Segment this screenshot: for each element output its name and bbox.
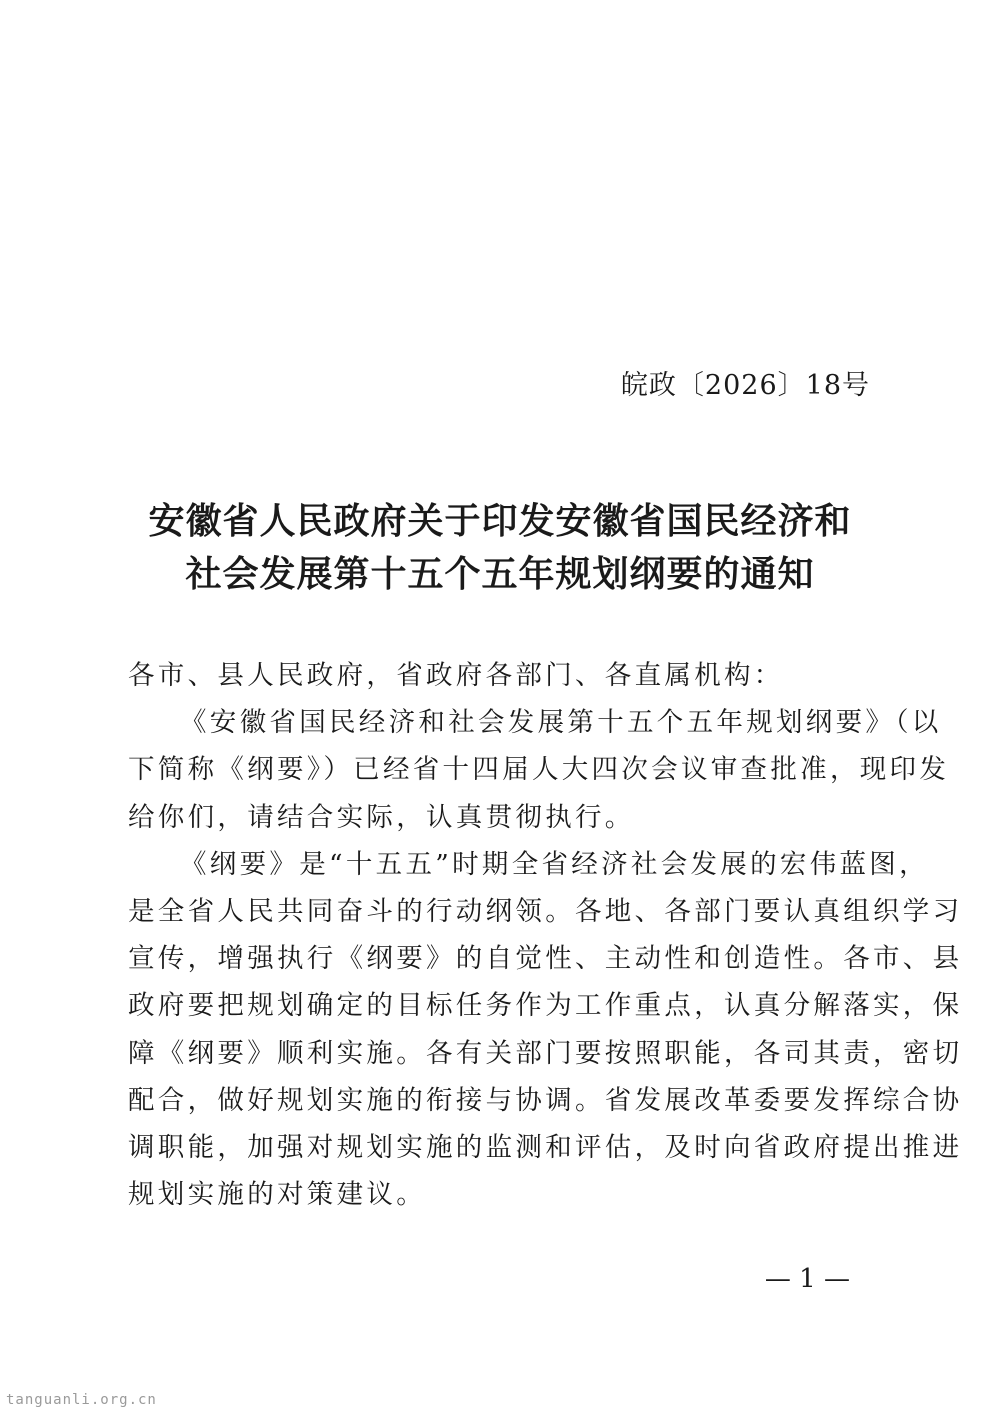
paragraph-line: 规划实施的对策建议。 — [128, 1179, 426, 1211]
paragraph-line: 政府要把规划确定的目标任务作为工作重点，认真分解落实，保 — [128, 990, 963, 1022]
paragraph-line: 下简称《纲要》）已经省十四届人大四次会议审查批准，现印发 — [128, 754, 950, 786]
title-line: 社会发展第十五个五年规划纲要的通知 — [185, 554, 815, 595]
document-title — [60, 495, 940, 601]
paragraph-line: 障《纲要》顺利实施。各有关部门要按照职能，各司其责，密切 — [128, 1037, 963, 1069]
page-number: — 1 — — [764, 1264, 850, 1294]
paragraph-line: 配合，做好规划实施的衔接与协调。省发展改革委要发挥综合协 — [128, 1084, 963, 1116]
paragraph-line: 给你们，请结合实际，认真贯彻执行。 — [128, 801, 635, 833]
document-body — [128, 652, 963, 1218]
document-number: 皖政〔2026〕18号 — [620, 370, 870, 401]
watermark: tanguanli.org.cn — [6, 1392, 157, 1408]
paragraph-line: 宣传，增强执行《纲要》的自觉性、主动性和创造性。各市、县 — [128, 943, 963, 975]
salutation: 各市、县人民政府，省政府各部门、各直属机构： — [128, 660, 784, 691]
paragraph-line: 《安徽省国民经济和社会发展第十五个五年规划纲要》（以 — [180, 707, 942, 739]
paragraph-line: 《纲要》是“十五五”时期全省经济社会发展的宏伟蓝图， — [180, 848, 929, 880]
paragraph-2 — [128, 841, 963, 1219]
paragraph-line: 调职能，加强对规划实施的监测和评估，及时向省政府提出推进 — [128, 1131, 963, 1163]
paragraph-line: 是全省人民共同奋斗的行动纲领。各地、各部门要认真组织学习 — [128, 895, 963, 927]
title-line: 安徽省人民政府关于印发安徽省国民经济和 — [148, 501, 852, 542]
paragraph-1 — [128, 699, 950, 841]
